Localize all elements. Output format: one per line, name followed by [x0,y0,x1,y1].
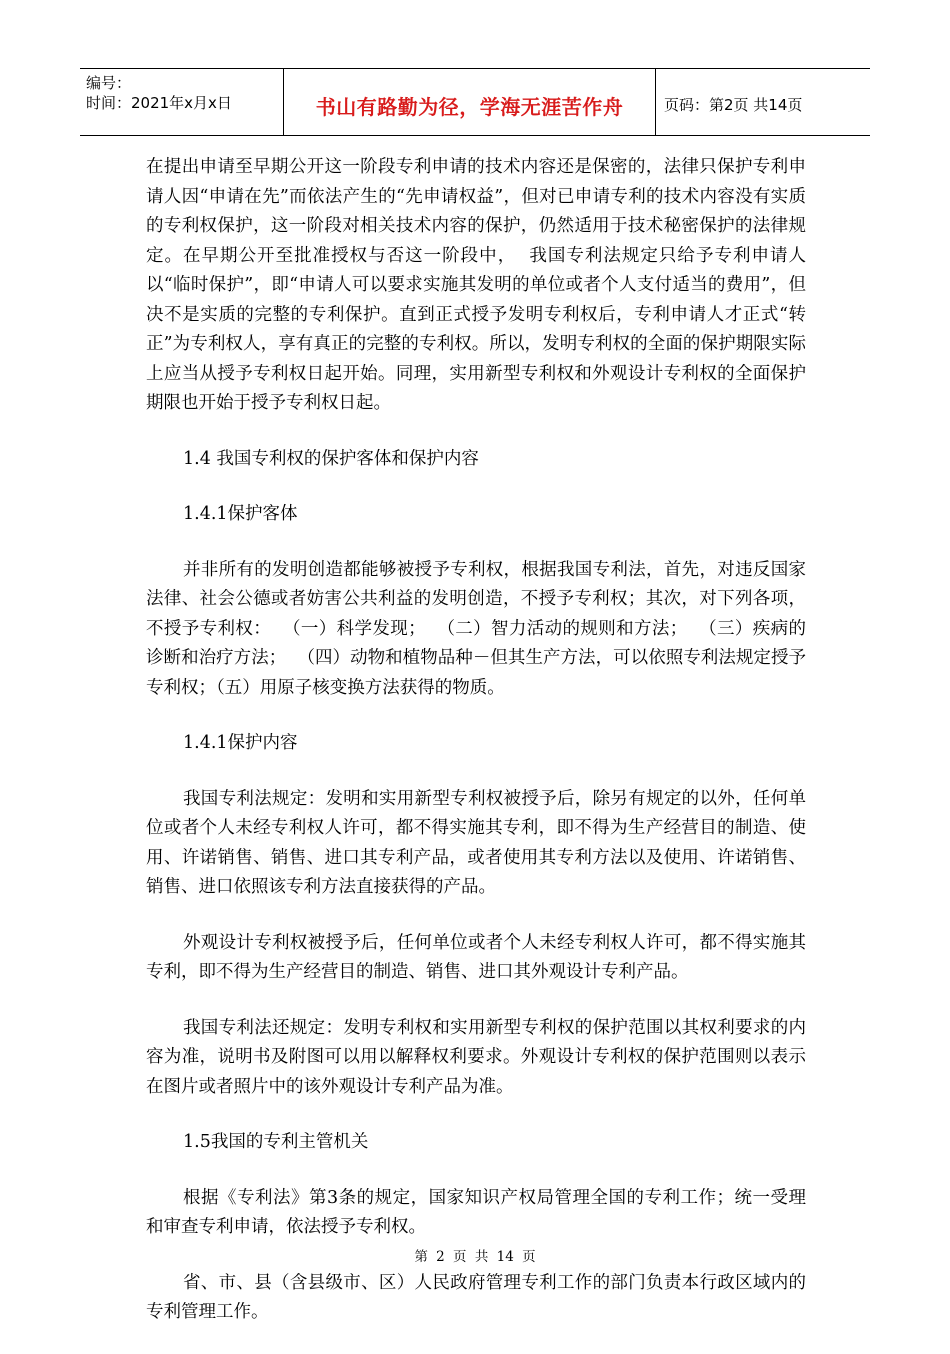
document-time-label: 时间：2021年x月x日 [86,94,232,112]
document-body [146,153,806,1354]
header-page-info-cell [656,69,870,135]
section-heading: 1.4 我国专利权的保护客体和保护内容 [183,448,479,469]
body-paragraph: 并非所有的发明创造都能够被授予专利权，根据我国专利法，首先，对违反国家法律、社会公德或者妨害公共利益的发明创造，不授予专利权；其次，对下列各项，不授予专利权： （一）科学发现； （二）智力活动的规则和方法； （三）疾病的诊断和治疗方法； （四）动物和植物品种－但其生产方法，可以依照专利法规定授予专利权；（五）用原子核变换方法获得的物质。 [146,559,806,698]
body-paragraph: 我国专利法规定：发明和实用新型专利权被授予后，除另有规定的以外，任何单位或者个人未经专利权人许可，都不得实施其专利，即不得为生产经营目的制造、使用、许诺销售、销售、进口其专利产品，或者使用其专利方法以及使用、许诺销售、销售、进口依照该专利方法直接获得的产品。 [146,788,806,897]
body-paragraph: 我国专利法还规定：发明专利权和实用新型专利权的保护范围以其权利要求的内容为准，说明书及附图可以用以解释权利要求。外观设计专利权的保护范围则以表示在图片或者照片中的该外观设计专利产品为准。 [146,1017,806,1097]
document-number-label: 编号： [86,74,132,92]
section-heading: 1.4.1保护客体 [183,504,298,524]
body-paragraph: 在提出申请至早期公开这一阶段专利申请的技术内容还是保密的，法律只保护专利申请人因“申请在先”而依法产生的“先申请权益”，但对已申请专利的技术内容没有实质的专利权保护，这一阶段对相关技术内容的保护，仍然适用于技术秘密保护的法律规定。在早期公开至批准授权与否这一阶段中， 我国专利法规定只给予专利申请人以“临时保护”，即“申请人可以要求实施其发明的单位或者个人支付适当的费用”，但决不是实质的完整的专利保护。直到正式授予发明专利权后，专利申请人才正式“转正”为专利权人，享有真正的完整的专利权。所以，发明专利权的全面的保护期限实际上应当从授予专利权日起开始。同理，实用新型专利权和外观设计专利权的全面保护期限也开始于授予专利权日起。 [146,157,806,413]
section-heading: 1.4.1保护内容 [183,733,298,753]
header-page-info: 页码：第2页 共14页 [664,95,803,114]
body-paragraph: 省、市、县（含县级市、区）人民政府管理专利工作的部门负责本行政区域内的专利管理工作。 [146,1272,806,1322]
body-paragraph: 根据《专利法》第3条的规定，国家知识产权局管理全国的专利工作；统一受理和审查专利申请，依法授予专利权。 [146,1187,806,1237]
section-heading: 1.5我国的专利主管机关 [183,1132,369,1152]
body-paragraph: 外观设计专利权被授予后，任何单位或者个人未经专利权人许可，都不得实施其专利，即不得为生产经营目的制造、销售、进口其外观设计专利产品。 [146,932,806,982]
page-header [80,68,870,136]
header-meta [80,69,284,135]
header-motto-cell [284,69,656,135]
header-motto: 书山有路勤为径，学海无涯苦作舟 [315,94,624,119]
page-footer: 第 2 页 共 14 页 [414,1249,536,1265]
